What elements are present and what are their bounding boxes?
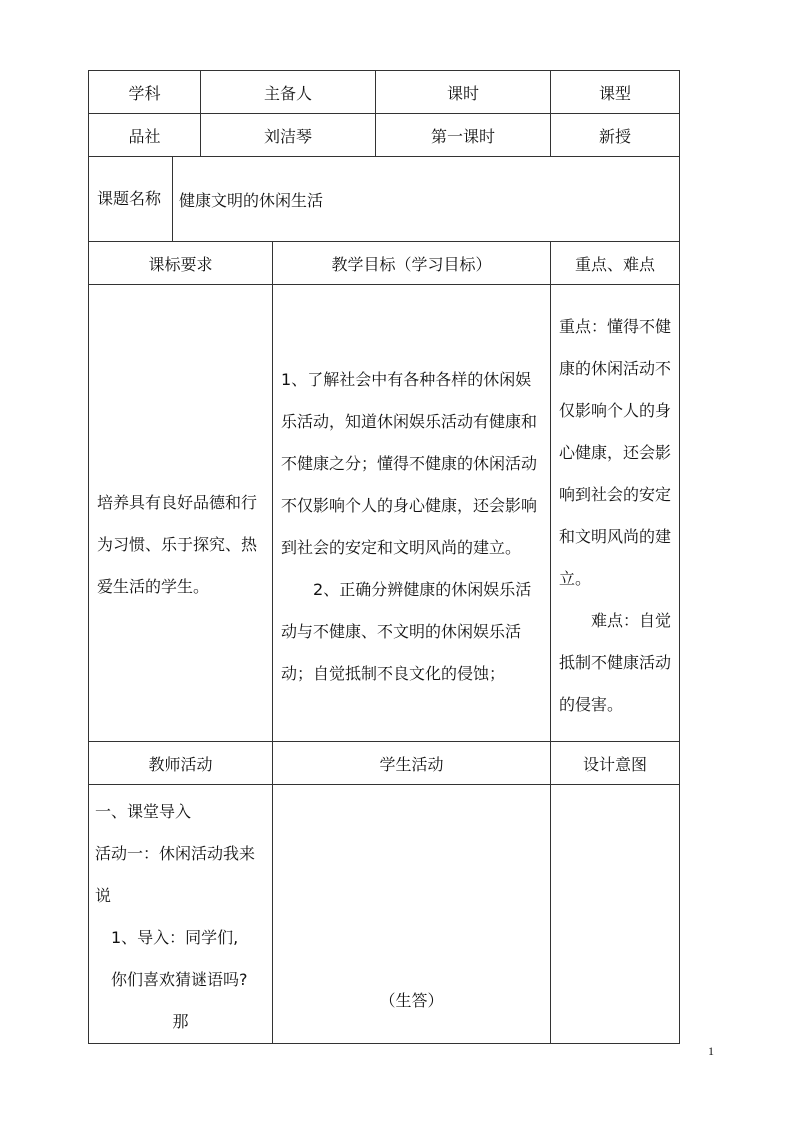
goals-row <box>89 285 680 742</box>
objective-1: 1、了解社会中有各种各样的休闲娱乐活动，知道休闲娱乐活动有健康和不健康之分；懂得不健康的休闲活动不仅影响个人的身心健康，还会影响到社会的安定和文明风尚的建立。 <box>281 370 538 557</box>
difficulty: 难点：自觉抵制不健康活动的侵害。 <box>559 611 672 714</box>
section-heading: 一、课堂导入 <box>95 802 192 821</box>
preparer-value: 刘洁琴 <box>201 114 376 157</box>
objectives-cell <box>273 285 551 742</box>
teacher-activity-header: 教师活动 <box>89 742 273 785</box>
objective-2: 2、正确分辨健康的休闲娱乐活动与不健康、不文明的休闲娱乐活动；自觉抵制不良文化的侵蚀； <box>281 580 532 683</box>
page-number: 1 <box>708 1044 714 1058</box>
preparer-label: 主备人 <box>201 71 376 114</box>
intro-line-3: 那 <box>172 1012 189 1031</box>
goals-header-row <box>89 242 680 285</box>
lesson-plan-table <box>88 70 680 1044</box>
topic-title: 健康文明的休闲生活 <box>179 190 324 210</box>
topic-label: 课题名称 <box>97 189 162 208</box>
objectives-header: 教学目标（学习目标） <box>273 242 551 285</box>
key-points-cell <box>551 285 680 742</box>
teacher-activity-cell <box>89 785 273 1044</box>
student-answer: （生答） <box>379 990 444 1010</box>
topic-title-cell <box>173 157 680 242</box>
type-label: 课型 <box>551 71 680 114</box>
period-label: 课时 <box>376 71 551 114</box>
subject-label: 学科 <box>89 71 201 114</box>
key-point: 重点：懂得不健康的休闲活动不仅影响个人的身心健康，还会影响到社会的安定和文明风尚的建立。 <box>559 317 672 588</box>
intro-line-1: 1、导入：同学们, <box>111 928 239 947</box>
standard-cell <box>89 285 273 742</box>
subject-value: 品社 <box>89 114 201 157</box>
topic-label-cell <box>89 157 173 242</box>
design-intent-header: 设计意图 <box>551 742 680 785</box>
key-points-header: 重点、难点 <box>551 242 680 285</box>
activity-row <box>89 785 680 1044</box>
design-intent-cell <box>551 785 680 1044</box>
topic-row <box>89 157 680 242</box>
activity-header-row <box>89 742 680 785</box>
standard-header: 课标要求 <box>89 242 273 285</box>
standard-text: 培养具有良好品德和行为习惯、乐于探究、热爱生活的学生。 <box>97 493 258 596</box>
header-row <box>89 71 680 114</box>
student-activity-header: 学生活动 <box>273 742 551 785</box>
activity-one: 活动一：休闲活动我来说 <box>95 844 256 905</box>
type-value: 新授 <box>551 114 680 157</box>
intro-line-2: 你们喜欢猜谜语吗? <box>111 970 248 989</box>
student-activity-cell <box>273 785 551 1044</box>
period-value: 第一课时 <box>376 114 551 157</box>
info-row <box>89 114 680 157</box>
